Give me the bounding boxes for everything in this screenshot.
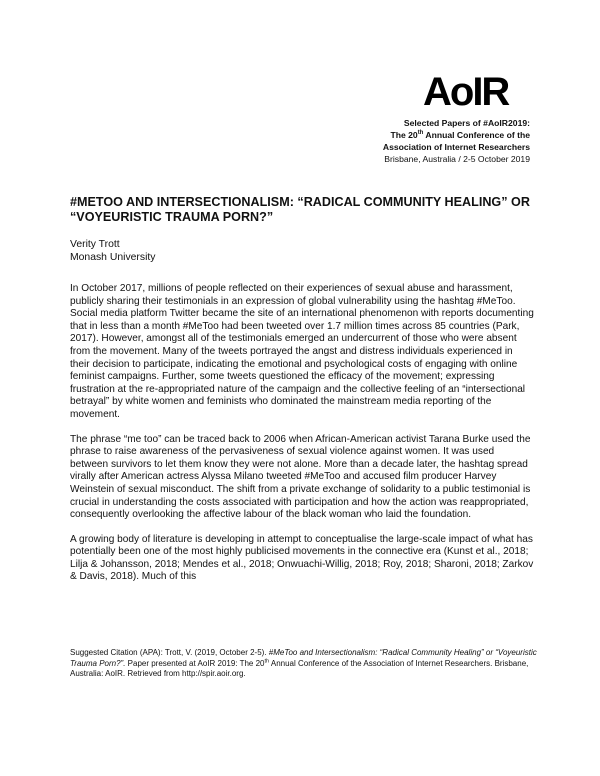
author-block: [70, 238, 155, 264]
header-line-4: Brisbane, Australia / 2-5 October 2019: [384, 154, 530, 164]
header-line-2-pre: The 20: [390, 130, 418, 140]
paragraph-1: In October 2017, millions of people reflected on their experiences of sexual abuse and harassment, publicly sharing their testimonials in an expression of global vulnerability using the hashtag #MeToo. Social media platform Twitter became the site of an international phenomenon with reports documenting that in less than a month #MeToo had been tweeted over 1.7 million times across 85 countries (Park, 2017). However, amongst all of the testimonials emerged an undercurrent of those who were absent from the movement. Many of the tweets portrayed the angst and distress individuals experienced in their decision to participate, indicating the emotional and psychological costs of engaging with online feminist campaigns. Further, some tweets questioned the efficacy of the movement; expressing frustration at the re-appropriated nature of the campaign and the collective feeling of an “intersectional betrayal” by white women and feminists who dominated the mainstream media reporting of the movement.: [70, 283, 534, 420]
header-line-3: Association of Internet Researchers: [382, 142, 530, 152]
header-line-1: Selected Papers of #AoIR2019:: [403, 118, 530, 128]
aoir-logo: AoIR: [423, 70, 509, 114]
citation-footnote: [70, 648, 540, 680]
paragraph-3: A growing body of literature is developing in attempt to conceptualise the large-scale impact of what has potentially been one of the most highly publicised movements in the connective era (Kunst et al., 2018; Lilja & Johansson, 2018; Mendes et al., 2018; Onwuachi-Willig, 2018; Roy, 2018; Sharoni, 2018; Zarkov & Davis, 2018). Much of this: [70, 533, 534, 583]
conference-header: [383, 117, 530, 165]
footnote-sup: th: [264, 657, 270, 664]
paper-title: #METOO AND INTERSECTIONALISM: “RADICAL COMMUNITY HEALING” OR “VOYEURISTIC TRAUMA PORN?”: [70, 195, 530, 224]
header-line-2: [383, 129, 530, 141]
footnote-prefix: Suggested Citation (APA): Trott, V. (2019, October 2-5).: [70, 648, 269, 657]
paragraph-2: The phrase “me too” can be traced back to 2006 when African-American activist Tarana Burke used the phrase to raise awareness of the pervasiveness of sexual violence against women. It was used between survivors to let them know they were not alone. More than a decade later, the hashtag spread virally after American actress Alyssa Milano tweeted #MeToo and accused film producer Harvey Weinstein of sexual misconduct. The shift from a private exchange of solidarity to a public testimonial is crucial in understanding the costs associated with participation and how the action was reappropriated, consequently overlooking the affective labour of the black woman who laid the foundation.: [70, 433, 531, 521]
footnote-suffix: Annual Conference of the Association of Internet Researchers. Brisbane, Australia: AoIR. Retrieved from http://spir.aoir.org.: [70, 658, 529, 678]
footnote-mid: Paper presented at AoIR 2019: The 20: [125, 658, 265, 668]
header-line-2-post: Annual Conference of the: [423, 130, 530, 140]
author-affiliation: Monash University: [70, 252, 156, 263]
author-name: Verity Trott: [70, 239, 120, 250]
header-line-2-sup: th: [417, 130, 424, 137]
footnote-title: #MeToo and Intersectionalism: “Radical Community Healing” or “Voyeuristic Trauma Porn?”.: [70, 648, 537, 668]
body-text: [70, 283, 535, 596]
